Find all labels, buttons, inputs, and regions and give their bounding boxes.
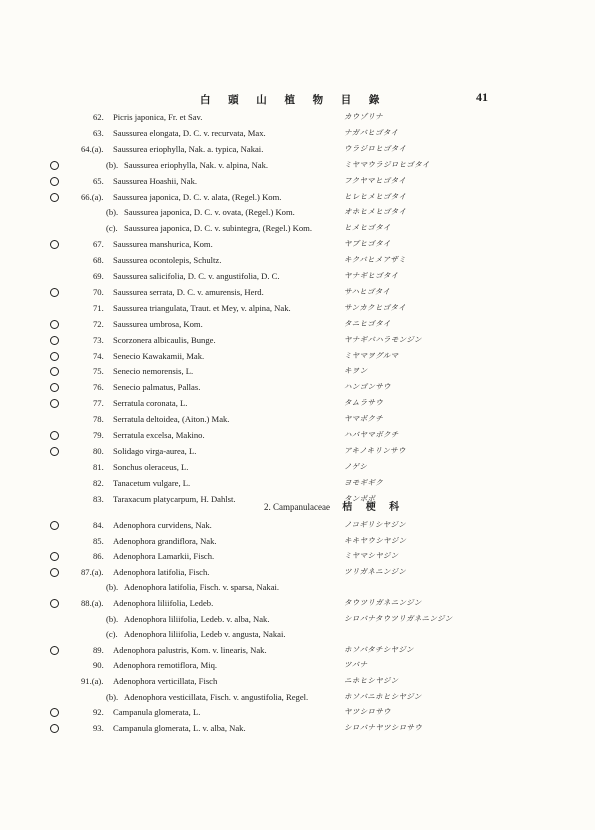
list-item — [0, 363, 595, 379]
species-name: Adenophora latifolia, Fisch. — [113, 566, 210, 577]
species-name: Saussurea ocontolepis, Schultz. — [113, 255, 222, 266]
page-title: 白 頭 山 植 物 目 錄 — [200, 94, 387, 106]
entry-number: 62. — [93, 112, 104, 122]
species-name: Adenophora liliifolia, Ledeb v. angusta, Nakai. — [124, 629, 286, 640]
entry-number: 78. — [93, 414, 104, 425]
circle-marker-icon — [50, 383, 59, 392]
entry-number: 87.(a). — [81, 566, 104, 577]
japanese-name: ツリガネニンジン — [344, 566, 406, 576]
circle-marker-icon — [50, 447, 59, 456]
species-name: Saussurea elongata, D. C. v. recurvata, Max. — [113, 127, 266, 138]
list-item — [0, 548, 595, 564]
list-item — [0, 220, 595, 236]
species-name: Serratula coronata, L. — [113, 398, 188, 409]
japanese-name: タムラサウ — [344, 398, 383, 408]
entry-number: 69. — [93, 271, 104, 281]
species-name: Saussurea eriophylla, Nak. a. typica, Nakai. — [113, 143, 264, 154]
japanese-name: ハンゴンサウ — [344, 382, 391, 392]
list-item — [0, 443, 595, 459]
list-item — [0, 236, 595, 252]
list-item — [0, 611, 595, 627]
list-item — [0, 411, 595, 427]
circle-marker-icon — [50, 161, 59, 170]
entry-number: 71. — [93, 302, 104, 313]
entry-number: 84. — [93, 520, 104, 530]
list-item — [0, 379, 595, 395]
species-name: Adenophora vesticillata, Fisch. v. angustifolia, Regel. — [124, 691, 309, 702]
japanese-name: ヨモギギク — [344, 477, 383, 487]
species-name: Saussurea japonica, D. C. v. subintegra, (Regel.) Kom. — [124, 223, 312, 234]
species-name: Adenophora liliifolia, Ledeb. — [113, 598, 214, 608]
entry-number: (b). — [106, 207, 119, 218]
species-name: Saussurea eriophylla, Nak. v. alpina, Nak. — [124, 159, 269, 170]
entry-number: 70. — [93, 286, 104, 297]
species-name: Adenophora curvidens, Nak. — [113, 520, 212, 530]
list-item — [0, 300, 595, 316]
species-name: Adenophora latifolia, Fisch. v. sparsa, Nakai. — [124, 582, 280, 593]
species-name: Saussurea triangulata, Traut. et Mey, v. alpina, Nak. — [113, 302, 291, 313]
japanese-name: カウゾリナ — [344, 112, 383, 121]
list-item — [0, 626, 595, 642]
japanese-name: ヒレヒメヒゴタイ — [344, 191, 407, 201]
circle-marker-icon — [50, 599, 59, 608]
entry-number: (c). — [106, 629, 118, 640]
japanese-name: ヤマボクチ — [344, 414, 383, 424]
entry-number: 66.(a). — [81, 191, 104, 202]
japanese-name: ミヤマウラジロヒゴタイ — [344, 159, 430, 169]
entry-number: 82. — [93, 477, 104, 488]
japanese-name: サハヒゴタイ — [344, 286, 391, 296]
list-item — [0, 348, 595, 364]
list-item — [0, 657, 595, 673]
entry-number: 88.(a). — [81, 598, 104, 608]
entry-number: 81. — [93, 461, 104, 472]
circle-marker-icon — [50, 568, 59, 577]
species-name: Adenophora remotiflora, Miq. — [113, 660, 218, 671]
species-name: Senecio nemorensis, L. — [113, 366, 194, 377]
japanese-name: サンカクヒゴタイ — [344, 302, 406, 312]
japanese-name: タニヒゴタイ — [344, 318, 391, 328]
japanese-name: ニホヒシヤジン — [344, 676, 399, 685]
entry-number: (b). — [106, 691, 119, 702]
list-item — [0, 284, 595, 300]
species-name: Saussurea salicifolia, D. C. v. angustifolia, D. C. — [113, 271, 280, 281]
list-item — [0, 268, 595, 284]
japanese-name: ヤツシロサウ — [344, 707, 391, 717]
entry-number: 79. — [93, 430, 104, 440]
species-name: Tanacetum vulgare, L. — [113, 477, 191, 488]
species-name: Saussurea japonica, D. C. v. ovata, (Regel.) Kom. — [124, 207, 295, 218]
list-item — [0, 395, 595, 411]
japanese-name: ヤナギバハラモンジン — [344, 334, 422, 344]
species-name: Saussurea umbrosa, Kom. — [113, 318, 203, 329]
entry-number: 74. — [93, 350, 104, 361]
species-name: Sonchus oleraceus, L. — [113, 461, 189, 472]
japanese-name: ナガバヒゴタイ — [344, 127, 399, 137]
list-item — [0, 252, 595, 268]
entry-number: 77. — [93, 398, 104, 409]
list-item — [0, 475, 595, 491]
species-name: Solidago virga-aurea, L. — [113, 445, 197, 456]
japanese-name: シロバナタウツリガネニンジン — [344, 613, 453, 623]
circle-marker-icon — [50, 288, 59, 297]
list-item — [0, 427, 595, 443]
species-name: Saussurea manshurica, Kom. — [113, 239, 213, 250]
japanese-name: タウツリガネニンジン — [344, 598, 422, 607]
list-item — [0, 109, 595, 125]
japanese-name: ホソバニホヒシヤジン — [344, 691, 422, 701]
species-name: Adenophora palustris, Kom. v. linearis, Nak. — [113, 644, 267, 655]
entry-number: (c). — [106, 223, 118, 234]
list-item — [0, 673, 595, 689]
circle-marker-icon — [50, 646, 59, 655]
japanese-name: オホヒメヒゴタイ — [344, 207, 407, 217]
japanese-name: ヤブヒゴタイ — [344, 239, 391, 249]
list-item — [0, 189, 595, 205]
list-item — [0, 564, 595, 580]
list-item — [0, 704, 595, 720]
species-name: Adenophora liliifolia, Ledeb. v. alba, Nak. — [124, 613, 270, 624]
list-item — [0, 141, 595, 157]
japanese-name: ハバヤマボクチ — [344, 430, 399, 439]
japanese-name: キキヤウシヤジン — [344, 535, 407, 545]
circle-marker-icon — [50, 320, 59, 329]
species-name: Serratula excelsa, Makino. — [113, 430, 205, 440]
entry-number: 86. — [93, 551, 104, 562]
entry-number: 73. — [93, 334, 104, 345]
section-japanese-name: 桔 梗 科 — [342, 502, 405, 513]
japanese-name: ヒメヒゴタイ — [344, 223, 391, 233]
species-name: Adenophora Lamarkii, Fisch. — [113, 551, 215, 562]
section-latin-name: Campanulaceae — [273, 502, 330, 512]
japanese-name: フクヤマヒゴタイ — [344, 175, 407, 185]
japanese-name: ホソバタチシヤジン — [344, 644, 414, 654]
page-number: 41 — [476, 90, 488, 104]
entry-number: 75. — [93, 366, 104, 377]
entry-number: 72. — [93, 318, 104, 329]
species-name: Saussurea serrata, D. C. v. amurensis, Herd. — [113, 286, 264, 297]
circle-marker-icon — [50, 367, 59, 376]
list-item — [0, 533, 595, 549]
list-item — [0, 579, 595, 595]
circle-marker-icon — [50, 399, 59, 408]
japanese-name: アキノキリンサウ — [344, 445, 406, 455]
japanese-name: ノゲシ — [344, 461, 368, 471]
japanese-name: キクバヒメアザミ — [344, 255, 406, 265]
section-number: 2. — [264, 502, 271, 512]
species-name: Picris japonica, Fr. et Sav. — [113, 112, 203, 122]
entry-number: 85. — [93, 535, 104, 546]
list-item — [0, 316, 595, 332]
entry-number: 93. — [93, 722, 104, 733]
japanese-name: キヲン — [344, 366, 368, 376]
list-item — [0, 459, 595, 475]
circle-marker-icon — [50, 352, 59, 361]
entry-number: 91.(a). — [81, 676, 104, 686]
species-name: Senecio palmatus, Pallas. — [113, 382, 201, 393]
japanese-name: ミヤマシヤジン — [344, 551, 399, 561]
entry-number: 76. — [93, 382, 104, 393]
list-item — [0, 595, 595, 611]
circle-marker-icon — [50, 708, 59, 717]
entry-number: 68. — [93, 255, 104, 266]
circle-marker-icon — [50, 336, 59, 345]
list-item — [0, 173, 595, 189]
japanese-name: ノコギリシヤジン — [344, 520, 406, 529]
list-item — [0, 720, 595, 736]
list-item — [0, 157, 595, 173]
entry-number: (b). — [106, 582, 119, 593]
species-name: Serratula deltoidea, (Aiton.) Mak. — [113, 414, 230, 425]
japanese-name: ミヤマヲグルマ — [344, 350, 399, 360]
list-item — [0, 125, 595, 141]
list-item — [0, 689, 595, 705]
entry-number: 67. — [93, 239, 104, 250]
list-item — [0, 204, 595, 220]
circle-marker-icon — [50, 521, 59, 530]
entry-number: 89. — [93, 644, 104, 655]
species-name: Senecio Kawakamii, Mak. — [113, 350, 205, 361]
circle-marker-icon — [50, 552, 59, 561]
entry-number: 63. — [93, 127, 104, 138]
section-heading — [264, 498, 404, 513]
circle-marker-icon — [50, 177, 59, 186]
japanese-name: タンポポ — [344, 493, 376, 503]
entry-number: (b). — [106, 613, 119, 624]
circle-marker-icon — [50, 193, 59, 202]
species-name: Campanula glomerata, L. v. alba, Nak. — [113, 722, 246, 733]
list-item — [0, 517, 595, 533]
species-name: Saussurea japonica, D. C. v. alata, (Regel.) Kom. — [113, 191, 282, 202]
list-item — [0, 642, 595, 658]
entry-number: (b). — [106, 159, 119, 170]
entry-number: 65. — [93, 175, 104, 186]
japanese-name: ヤナギヒゴタイ — [344, 271, 399, 280]
list-item — [0, 332, 595, 348]
entry-number: 80. — [93, 445, 104, 456]
species-name: Adenophora verticillata, Fisch — [113, 676, 218, 686]
entry-number: 92. — [93, 707, 104, 718]
species-name: Taraxacum platycarpum, H. Dahlst. — [113, 493, 236, 504]
species-name: Campanula glomerata, L. — [113, 707, 201, 718]
japanese-name: ウラジロヒゴタイ — [344, 143, 407, 153]
circle-marker-icon — [50, 240, 59, 249]
entry-number: 90. — [93, 660, 104, 671]
japanese-name: シロバナヤツシロサウ — [344, 722, 422, 732]
entry-number: 83. — [93, 493, 104, 504]
japanese-name: ツバナ — [344, 660, 368, 670]
species-name: Saussurea Hoashii, Nak. — [113, 175, 198, 186]
species-name: Scorzonera albicaulis, Bunge. — [113, 334, 216, 345]
circle-marker-icon — [50, 724, 59, 733]
entry-number: 64.(a). — [81, 143, 104, 154]
species-name: Adenophora grandiflora, Nak. — [113, 535, 217, 546]
circle-marker-icon — [50, 431, 59, 440]
